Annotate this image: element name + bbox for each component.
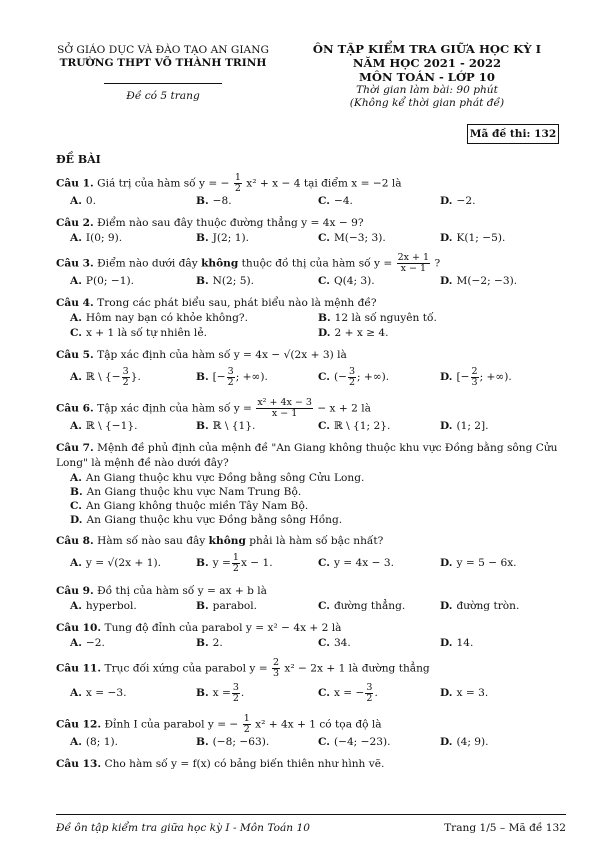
fraction-denominator: 3 bbox=[272, 668, 280, 679]
option-text: [− bbox=[212, 371, 226, 383]
answer-option[interactable] bbox=[440, 679, 488, 707]
subject: MÔN TOÁN - LỚP 10 bbox=[359, 70, 495, 84]
answer-option[interactable] bbox=[70, 419, 138, 434]
time-limit: Thời gian làm bài: 90 phút bbox=[356, 84, 498, 96]
question-stem: x² + x − 4 tại điểm x = −2 là bbox=[246, 177, 402, 190]
option-letter: A. bbox=[70, 232, 82, 244]
option-text: (4; 9). bbox=[456, 736, 489, 748]
question bbox=[56, 714, 566, 750]
option-letter: A. bbox=[70, 557, 82, 569]
question-text bbox=[56, 253, 566, 274]
fraction-denominator: 2 bbox=[348, 376, 355, 388]
option-text: 14. bbox=[456, 637, 474, 649]
option-letter: A. bbox=[70, 600, 82, 612]
question bbox=[56, 296, 566, 341]
option-text: J(2; 1). bbox=[212, 232, 249, 244]
question bbox=[56, 621, 566, 651]
option-letter: B. bbox=[196, 275, 209, 287]
answer-option[interactable] bbox=[318, 419, 390, 434]
fraction-denominator: 2 bbox=[122, 376, 129, 388]
option-text: ℝ \ {1; 2}. bbox=[333, 420, 391, 432]
option-text: (−8; −63). bbox=[212, 736, 270, 748]
option-row bbox=[56, 679, 566, 707]
option-letter: C. bbox=[70, 327, 82, 339]
option-text: (1; 2]. bbox=[456, 420, 489, 432]
question-text bbox=[56, 584, 566, 599]
exam-title: ÔN TẬP KIỂM TRA GIỮA HỌC KỲ I bbox=[312, 42, 542, 56]
option-row bbox=[56, 274, 566, 289]
fraction bbox=[234, 173, 242, 194]
fraction-denominator: 2 bbox=[227, 376, 234, 388]
time-note: (Không kể thời gian phát đề) bbox=[349, 97, 505, 109]
question bbox=[56, 348, 566, 391]
option-text: . bbox=[240, 687, 245, 699]
answer-option[interactable] bbox=[196, 194, 232, 209]
question-number: Câu 11. bbox=[56, 662, 102, 675]
option-letter: C. bbox=[318, 195, 330, 207]
question-stem: Đồ thị của hàm số y = ax + b là bbox=[97, 585, 267, 597]
question-keyword: không bbox=[208, 535, 246, 547]
option-text: hyperbol. bbox=[85, 600, 137, 612]
question-stem: Trong các phát biểu sau, phát biểu nào là mệnh đề? bbox=[97, 297, 377, 309]
fraction bbox=[256, 398, 313, 419]
option-text: y = 5 − 6x. bbox=[456, 557, 517, 569]
school-year: NĂM HỌC 2021 - 2022 bbox=[352, 56, 502, 70]
option-letter: B. bbox=[70, 486, 83, 498]
answer-option[interactable] bbox=[440, 419, 489, 434]
fraction-numerator: 3 bbox=[348, 365, 355, 377]
option-text: 12 là số nguyên tố. bbox=[334, 312, 437, 324]
option-letter: C. bbox=[318, 736, 330, 748]
option-text: [− bbox=[456, 371, 470, 383]
fraction bbox=[365, 683, 373, 704]
answer-option[interactable] bbox=[318, 599, 405, 614]
option-text: −4. bbox=[333, 195, 353, 207]
option-letter: D. bbox=[440, 687, 453, 699]
department-name: SỞ GIÁO DỤC VÀ ĐÀO TẠO AN GIANG bbox=[57, 44, 269, 56]
option-letter: B. bbox=[196, 637, 209, 649]
option-letter: B. bbox=[196, 195, 209, 207]
option-text: P(0; −1). bbox=[85, 275, 134, 287]
fraction-numerator: 1 bbox=[243, 713, 250, 724]
fraction-denominator: 2 bbox=[232, 692, 239, 704]
option-text: 34. bbox=[333, 637, 351, 649]
answer-option[interactable] bbox=[318, 311, 437, 326]
answer-option[interactable] bbox=[196, 599, 257, 614]
option-letter: A. bbox=[70, 736, 82, 748]
question bbox=[56, 398, 566, 434]
question-stem: phải là hàm số bậc nhất? bbox=[249, 535, 384, 547]
option-letter: C. bbox=[318, 232, 330, 244]
option-letter: C. bbox=[318, 275, 330, 287]
fraction bbox=[122, 367, 130, 388]
answer-option[interactable] bbox=[196, 636, 223, 651]
option-text: x = − bbox=[333, 687, 365, 699]
header-right bbox=[292, 42, 562, 110]
question bbox=[56, 173, 566, 209]
answer-option[interactable] bbox=[440, 735, 489, 750]
answer-option[interactable] bbox=[56, 499, 566, 513]
option-text: y = bbox=[212, 557, 231, 569]
question-text bbox=[56, 757, 566, 772]
question-stem: Mệnh đề phủ định của mệnh đề "An Giang không thuộc khu vực Đồng bằng sông Cửu Long" là mệnh đề nào dưới đây? bbox=[56, 442, 558, 469]
question-text bbox=[56, 714, 566, 735]
option-text: ; +∞). bbox=[357, 371, 390, 383]
fraction-denominator: 2 bbox=[243, 724, 250, 735]
option-letter: C. bbox=[318, 687, 330, 699]
fraction bbox=[227, 367, 235, 388]
option-text: N(2; 5). bbox=[212, 275, 254, 287]
question-text bbox=[56, 348, 566, 363]
fraction-numerator: 1 bbox=[232, 551, 239, 563]
question-stem: Đỉnh I của parabol y = − bbox=[104, 718, 239, 731]
answer-option[interactable] bbox=[318, 549, 394, 577]
fraction-numerator: 3 bbox=[366, 681, 373, 693]
answer-option[interactable] bbox=[56, 513, 566, 527]
question bbox=[56, 658, 566, 707]
answer-option[interactable] bbox=[318, 194, 353, 209]
answer-option[interactable] bbox=[440, 549, 517, 577]
option-letter: D. bbox=[440, 232, 453, 244]
answer-option[interactable] bbox=[318, 679, 378, 707]
fraction-numerator: 2x + 1 bbox=[397, 252, 430, 263]
option-text: (− bbox=[333, 371, 347, 383]
option-text: 2. bbox=[212, 637, 223, 649]
fraction-denominator: x − 1 bbox=[271, 408, 298, 419]
fraction-denominator: 2 bbox=[366, 692, 373, 704]
option-row bbox=[56, 735, 566, 750]
answer-option[interactable] bbox=[318, 363, 389, 391]
answer-option[interactable] bbox=[318, 636, 351, 651]
option-letter: B. bbox=[318, 312, 331, 324]
option-letter: A. bbox=[70, 195, 82, 207]
option-letter: A. bbox=[70, 420, 82, 432]
answer-option[interactable] bbox=[56, 471, 566, 485]
question bbox=[56, 253, 566, 289]
option-letter: A. bbox=[70, 275, 82, 287]
option-letter: D. bbox=[318, 327, 331, 339]
option-text: ℝ \ {−1}. bbox=[85, 420, 138, 432]
option-text: x = bbox=[212, 687, 231, 699]
footer-title: Đề ôn tập kiểm tra giữa học kỳ I - Môn Toán 10 bbox=[56, 822, 310, 834]
question bbox=[56, 584, 566, 614]
fraction bbox=[471, 367, 479, 388]
answer-option[interactable] bbox=[318, 274, 375, 289]
fraction-numerator: 2 bbox=[471, 365, 478, 377]
fraction-denominator: 2 bbox=[234, 183, 241, 194]
answer-option[interactable] bbox=[70, 636, 105, 651]
option-row bbox=[56, 363, 566, 391]
exam-code-box: Mã đề thi: 132 bbox=[467, 124, 559, 144]
question-number: Câu 9. bbox=[56, 585, 94, 597]
option-row bbox=[56, 549, 566, 577]
question-stem: Điểm nào sau đây thuộc đường thẳng y = 4x − 9? bbox=[97, 217, 364, 229]
page-count: Đề có 5 trang bbox=[126, 90, 200, 102]
fraction-numerator: 1 bbox=[234, 172, 241, 183]
option-letter: D. bbox=[440, 195, 453, 207]
option-text: (−4; −23). bbox=[333, 736, 391, 748]
fraction-numerator: x² + 4x − 3 bbox=[257, 397, 312, 408]
option-letter: A. bbox=[70, 687, 82, 699]
option-text: I(0; 9). bbox=[85, 232, 123, 244]
answer-option[interactable] bbox=[70, 326, 207, 341]
question-text bbox=[56, 658, 566, 679]
answer-option[interactable] bbox=[70, 231, 122, 246]
fraction-numerator: 3 bbox=[122, 365, 129, 377]
option-letter: C. bbox=[70, 500, 82, 512]
answer-option[interactable] bbox=[440, 231, 505, 246]
question-stem: ? bbox=[434, 257, 441, 270]
option-text: M(−3; 3). bbox=[333, 232, 386, 244]
question-number: Câu 4. bbox=[56, 297, 94, 309]
question-stem: Tập xác định của hàm số y = 4x − √(2x + 3) là bbox=[97, 349, 347, 361]
option-letter: D. bbox=[440, 371, 453, 383]
option-text: 0. bbox=[85, 195, 97, 207]
option-text: y = 4x − 3. bbox=[333, 557, 394, 569]
option-letter: D. bbox=[440, 736, 453, 748]
answer-option[interactable] bbox=[440, 274, 517, 289]
fraction bbox=[232, 683, 240, 704]
answer-option[interactable] bbox=[196, 419, 255, 434]
option-text: đường tròn. bbox=[456, 600, 520, 612]
option-letter: D. bbox=[440, 600, 453, 612]
option-text: An Giang thuộc khu vực Đồng bằng sông Hồng. bbox=[86, 514, 343, 526]
fraction-denominator: 3 bbox=[471, 376, 478, 388]
question-keyword: không bbox=[201, 257, 239, 270]
header-divider bbox=[104, 83, 222, 84]
option-letter: B. bbox=[196, 232, 209, 244]
option-letter: A. bbox=[70, 312, 82, 324]
answer-option[interactable] bbox=[440, 636, 473, 651]
question-number: Câu 3. bbox=[56, 257, 94, 270]
option-letter: B. bbox=[196, 600, 209, 612]
fraction-numerator: 2 bbox=[272, 657, 280, 668]
option-text: An Giang không thuộc miền Tây Nam Bộ. bbox=[85, 500, 309, 512]
question-stem: − x + 2 là bbox=[317, 402, 371, 415]
fraction bbox=[243, 714, 251, 735]
answer-option[interactable] bbox=[196, 735, 269, 750]
option-text: x = 3. bbox=[456, 687, 489, 699]
option-letter: A. bbox=[70, 472, 82, 484]
option-text: Q(4; 3). bbox=[333, 275, 375, 287]
question-number: Câu 12. bbox=[56, 718, 102, 731]
option-text: ; +∞). bbox=[479, 371, 512, 383]
option-text: ; +∞). bbox=[235, 371, 268, 383]
answer-option[interactable] bbox=[70, 311, 248, 326]
question-stem: Điểm nào dưới đây bbox=[97, 257, 198, 270]
fraction-denominator: x − 1 bbox=[400, 263, 427, 274]
question-number: Câu 5. bbox=[56, 349, 94, 361]
option-text: Hôm nay bạn có khỏe không?. bbox=[85, 312, 248, 324]
answer-option[interactable] bbox=[70, 679, 127, 707]
fraction bbox=[348, 367, 356, 388]
option-text: An Giang thuộc khu vực Đồng bằng sông Cửu Long. bbox=[85, 472, 365, 484]
option-letter: D. bbox=[440, 557, 453, 569]
footer-divider bbox=[56, 814, 566, 815]
option-text: −2. bbox=[85, 637, 105, 649]
question-stem: Hàm số nào sau đây bbox=[97, 535, 206, 547]
option-text: x = −3. bbox=[85, 687, 127, 699]
answer-option[interactable] bbox=[440, 194, 475, 209]
fraction bbox=[272, 658, 280, 679]
question bbox=[56, 216, 566, 246]
option-text: parabol. bbox=[212, 600, 258, 612]
option-letter: C. bbox=[318, 420, 330, 432]
answer-option[interactable] bbox=[440, 363, 512, 391]
option-row bbox=[56, 326, 566, 341]
option-text: . bbox=[374, 687, 378, 699]
option-row bbox=[56, 599, 566, 614]
option-text: }. bbox=[130, 371, 141, 383]
option-text: −8. bbox=[212, 195, 232, 207]
question bbox=[56, 534, 566, 577]
question-text bbox=[56, 621, 566, 636]
answer-option[interactable] bbox=[70, 274, 134, 289]
answer-option[interactable] bbox=[70, 599, 137, 614]
fraction-numerator: 3 bbox=[232, 681, 239, 693]
question-stem: Cho hàm số y = f(x) có bảng biến thiên như hình vẽ. bbox=[104, 758, 385, 770]
question-number: Câu 6. bbox=[56, 402, 94, 415]
answer-option[interactable] bbox=[440, 599, 519, 614]
question-stem: x² − 2x + 1 là đường thẳng bbox=[284, 662, 430, 675]
option-letter: B. bbox=[196, 371, 209, 383]
option-row bbox=[56, 231, 566, 246]
option-text: 2 + x ≥ 4. bbox=[334, 327, 389, 339]
footer-page-info: Trang 1/5 – Mã đề 132 bbox=[444, 822, 566, 834]
option-letter: C. bbox=[318, 371, 330, 383]
answer-option[interactable] bbox=[318, 231, 386, 246]
option-letter: D. bbox=[440, 275, 453, 287]
option-text: (8; 1). bbox=[85, 736, 118, 748]
answer-option[interactable] bbox=[70, 549, 161, 577]
answer-option[interactable] bbox=[196, 549, 273, 577]
question-number: Câu 8. bbox=[56, 535, 94, 547]
question-number: Câu 2. bbox=[56, 217, 94, 229]
answer-option[interactable] bbox=[318, 326, 389, 341]
question-stem: Trục đối xứng của parabol y = bbox=[104, 662, 268, 675]
question-stem: x² + 4x + 1 có tọa độ là bbox=[255, 718, 382, 731]
option-letter: B. bbox=[196, 557, 209, 569]
question-stem: thuộc đồ thị của hàm số y = bbox=[241, 257, 393, 270]
option-letter: D. bbox=[440, 420, 453, 432]
section-title: ĐỀ BÀI bbox=[56, 153, 101, 166]
option-text: x + 1 là số tự nhiên lẻ. bbox=[85, 327, 207, 339]
answer-option[interactable] bbox=[196, 274, 254, 289]
question-number: Câu 1. bbox=[56, 177, 94, 190]
question-number: Câu 13. bbox=[56, 758, 102, 770]
option-letter: A. bbox=[70, 371, 82, 383]
option-letter: B. bbox=[196, 736, 209, 748]
option-letter: B. bbox=[196, 687, 209, 699]
question-text bbox=[56, 441, 566, 471]
question-number: Câu 10. bbox=[56, 622, 102, 634]
question-text bbox=[56, 398, 566, 419]
option-text: M(−2; −3). bbox=[456, 275, 518, 287]
answer-option[interactable] bbox=[318, 735, 390, 750]
option-row bbox=[56, 311, 566, 326]
question-list bbox=[56, 166, 566, 772]
option-letter: D. bbox=[70, 514, 83, 526]
option-text: y = √(2x + 1). bbox=[85, 557, 161, 569]
answer-option[interactable] bbox=[196, 231, 249, 246]
fraction-numerator: 3 bbox=[227, 365, 234, 377]
question-stem: Tung độ đỉnh của parabol y = x² − 4x + 2 là bbox=[104, 622, 342, 634]
answer-option[interactable] bbox=[70, 363, 141, 391]
question bbox=[56, 441, 566, 527]
school-name: TRƯỜNG THPT VÕ THÀNH TRINH bbox=[59, 57, 267, 69]
answer-option[interactable] bbox=[196, 363, 268, 391]
question-text bbox=[56, 534, 566, 549]
question bbox=[56, 757, 566, 772]
option-row bbox=[56, 636, 566, 651]
question-number: Câu 7. bbox=[56, 442, 94, 454]
question-text bbox=[56, 216, 566, 231]
fraction bbox=[232, 553, 240, 574]
answer-option[interactable] bbox=[196, 679, 244, 707]
option-letter: B. bbox=[196, 420, 209, 432]
option-text: x − 1. bbox=[240, 557, 273, 569]
answer-option[interactable] bbox=[56, 485, 566, 499]
option-text: An Giang thuộc khu vực Nam Trung Bộ. bbox=[86, 486, 302, 498]
fraction bbox=[397, 253, 430, 274]
option-text: −2. bbox=[456, 195, 476, 207]
question-stem: Tập xác định của hàm số y = bbox=[97, 402, 252, 415]
question-text bbox=[56, 296, 566, 311]
answer-option[interactable] bbox=[70, 194, 96, 209]
option-row bbox=[56, 194, 566, 209]
option-text: ℝ \ {− bbox=[85, 371, 121, 383]
option-letter: A. bbox=[70, 637, 82, 649]
option-letter: C. bbox=[318, 600, 330, 612]
option-row bbox=[56, 419, 566, 434]
fraction-denominator: 2 bbox=[232, 562, 239, 574]
question-text bbox=[56, 173, 566, 194]
option-letter: C. bbox=[318, 557, 330, 569]
header-left bbox=[48, 44, 278, 102]
option-text: đường thẳng. bbox=[333, 600, 406, 612]
option-text: ℝ \ {1}. bbox=[212, 420, 256, 432]
option-text: K(1; −5). bbox=[456, 232, 506, 244]
answer-option[interactable] bbox=[70, 735, 118, 750]
question-stem: Giá trị của hàm số y = − bbox=[97, 177, 230, 190]
option-letter: C. bbox=[318, 637, 330, 649]
option-letter: D. bbox=[440, 637, 453, 649]
